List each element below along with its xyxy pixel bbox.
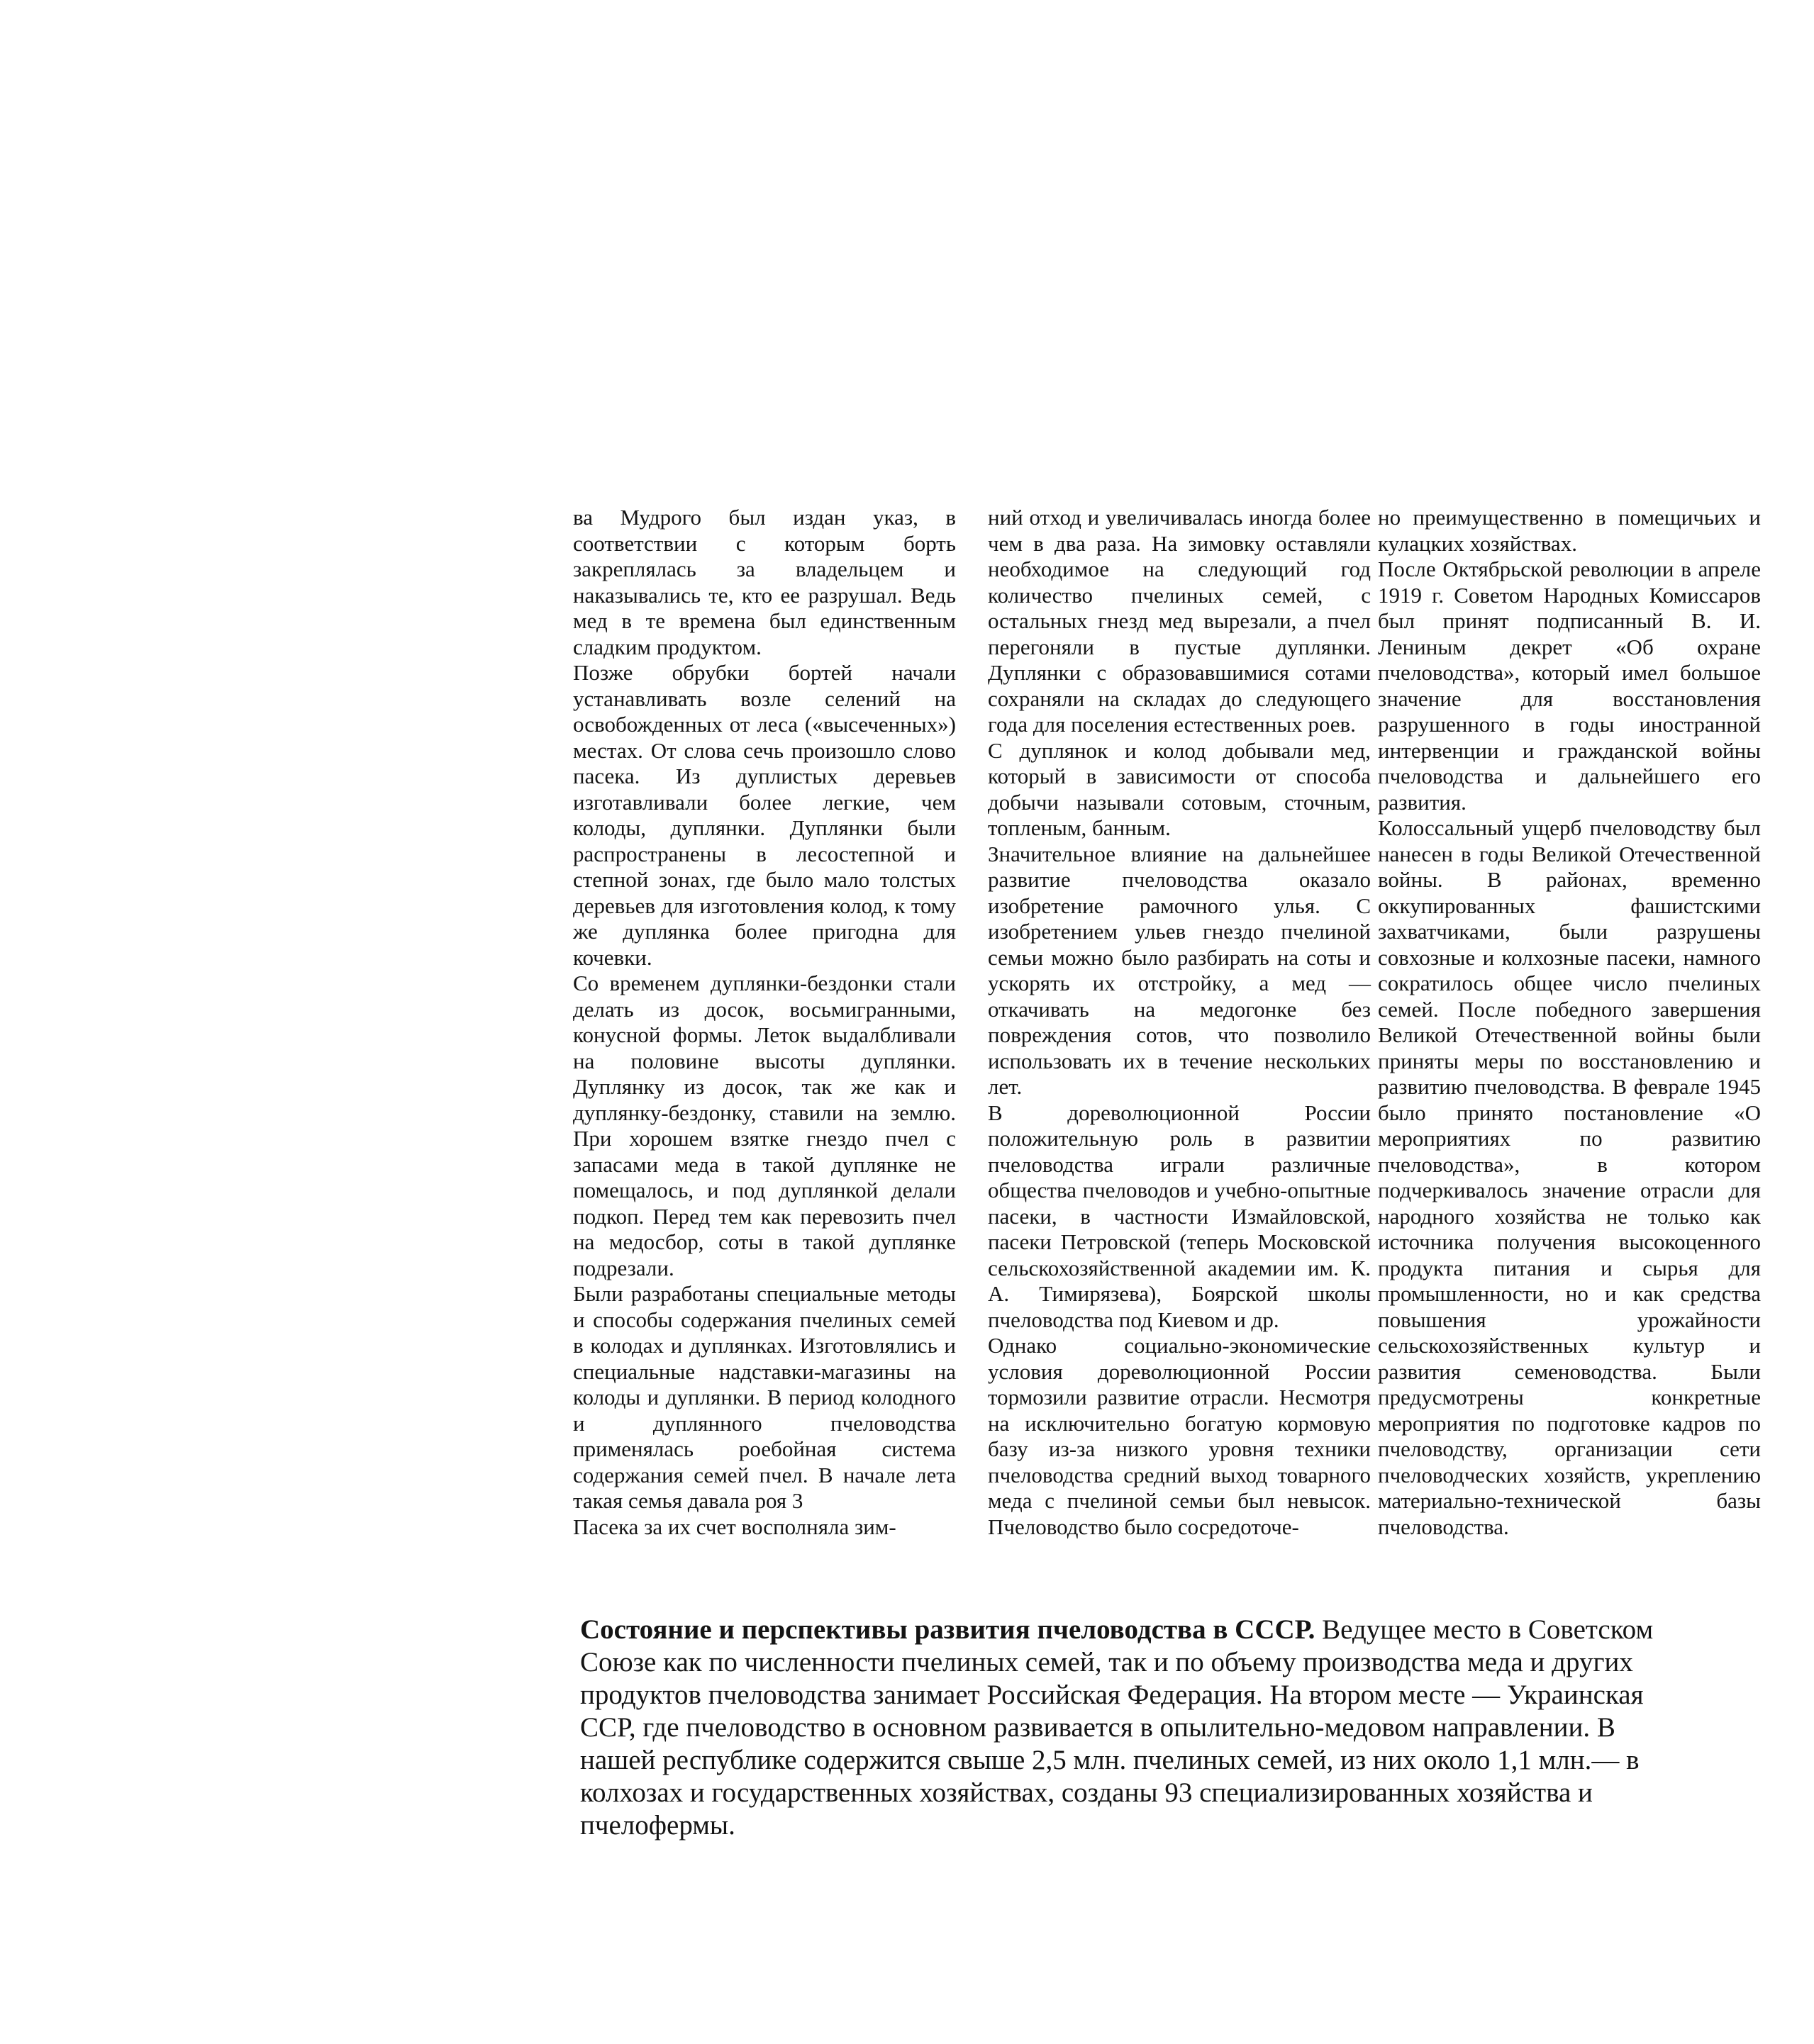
section-paragraph xyxy=(580,1614,1658,1842)
paragraph: ва Мудрого был издан указ, в соответствии с которым борть закреплялась за владельцем и наказывались те, кто ее разрушал. Ведь мед в те времена был единственным сладким продуктом. xyxy=(573,505,956,659)
text-column-2 xyxy=(988,505,1371,1540)
paragraph: но преимущественно в помещичьих и кулацких хозяйствах. xyxy=(1378,505,1761,556)
paragraph: С дуплянок и колод добывали мед, который в зависимости от способа добычи называли сотовым, сточным, топленым, банным. xyxy=(988,737,1371,840)
text-column-3 xyxy=(1378,505,1761,1540)
paragraph: ний отход и увеличивалась иногда более чем в два раза. На зимовку оставляли необходимое на следующий год количество пчелиных семей, с остальных гнезд мед вырезали, а пчел перегоняли в пустые дуплянки. Дуплянки с образовавшимися сотами сохраняли на складах до следующего года для поселения естественных роев. xyxy=(988,505,1371,737)
paragraph: Позже обрубки бортей начали устанавливать возле селений на освобожденных от леса («высеченных») местах. От слова сечь произошло слово пасека. Из дуплистых деревьев изготавливали более легкие, чем колоды, дуплянки. Дуплянки были распространены в лесостепной и степной зонах, где было мало толстых деревьев для изготовления колод, к тому же дуплянка более пригодна для кочевки. xyxy=(573,660,956,970)
paragraph: Однако социально-экономические условия дореволюционной России тормозили развитие отрасли. Несмотря на исключительно богатую кормовую базу из-за низкого уровня техники пчеловодства средний выход товарного меда с пчелиной семьи был невысок. Пчеловодство было сосредоточе- xyxy=(988,1333,1371,1539)
section-block xyxy=(580,1614,1658,1842)
paragraph: В дореволюционной России положительную роль в развитии пчеловодства играли различные общества пчеловодов и учебно-опытные пасеки, в частности Измайловской, пасеки Петровской (теперь Московской сельскохозяйственной академии им. К. А. Тимирязева), Боярской школы пчеловодства под Киевом и др. xyxy=(988,1100,1371,1332)
section-heading: Состояние и перспективы развития пчеловодства в СССР. xyxy=(580,1614,1315,1645)
section-body: Ведущее место в Советском Союзе как по численности пчелиных семей, так и по объему производства меда и других продуктов пчеловодства занимает Российская Федерация. На втором месте — Украинская ССР, где пчеловодство в основном развивается в опылительно-медовом направлении. В нашей республике содержится свыше 2,5 млн. пчелиных семей, из них около 1,1 млн.— в колхозах и государственных хозяйствах, созданы 93 специализированных хозяйства и пчелофермы. xyxy=(580,1614,1654,1841)
paragraph: Пасека за их счет восполняла зим- xyxy=(573,1514,896,1539)
paragraph: Колоссальный ущерб пчеловодству был нанесен в годы Великой Отечественной войны. В районах, временно оккупированных фашистскими захватчиками, были разрушены совхозные и колхозные пасеки, намного сократилось общее число пчелиных семей. После победного завершения Великой Отечественной войны были приняты меры по восстановлению и развитию пчеловодства. В феврале 1945 было принято постановление «О мероприятиях по развитию пчеловодства», в котором подчеркивалось значение отрасли для народного хозяйства не только как источника получения высокоценного продукта питания и сырья для промышленности, но и как средства повышения урожайности сельскохозяйственных культур и развития семеноводства. Были предусмотрены конкретные мероприятия по подготовке кадров по пчеловодству, организации сети пчеловодческих хозяйств, укреплению материально-технической базы пчеловодства. xyxy=(1378,815,1761,1539)
paragraph: Значительное влияние на дальнейшее развитие пчеловодства оказало изобретение рамочного улья. С изобретением ульев гнездо пчелиной семьи можно было разбирать на соты и ускорять их отстройку, а мед — откачивать на медогонке без повреждения сотов, что позволило использовать их в течение нескольких лет. xyxy=(988,841,1371,1099)
paragraph: Со временем дуплянки-бездонки стали делать из досок, восьмигранными, конусной формы. Леток выдалбливали на половине высоты дуплянки. Дуплянку из досок, так же как и дуплянку-бездонку, ставили на землю. При хорошем взятке гнездо пчел с запасами меда в такой дуплянке не помещалось, и под дуплянкой делали подкоп. Перед тем как перевозить пчел на медосбор, соты в такой дуплянке подрезали. xyxy=(573,971,956,1280)
paragraph: Были разработаны специальные методы и способы содержания пчелиных семей в колодах и дуплянках. Изготовлялись и специальные надставки-магазины на колоды и дуплянки. В период колодного и дуплянного пчеловодства применялась роебойная система содержания семей пчел. В начале лета такая семья давала роя 3 xyxy=(573,1281,956,1513)
paragraph: После Октябрьской революции в апреле 1919 г. Советом Народных Комиссаров был принят подписанный В. И. Лениным декрет «Об охране пчеловодства», который имел большое значение для восстановления разрушенного в годы иностранной интервенции и гражданской войны пчеловодства и дальнейшего его развития. xyxy=(1378,557,1761,815)
text-column-1 xyxy=(573,505,956,1540)
